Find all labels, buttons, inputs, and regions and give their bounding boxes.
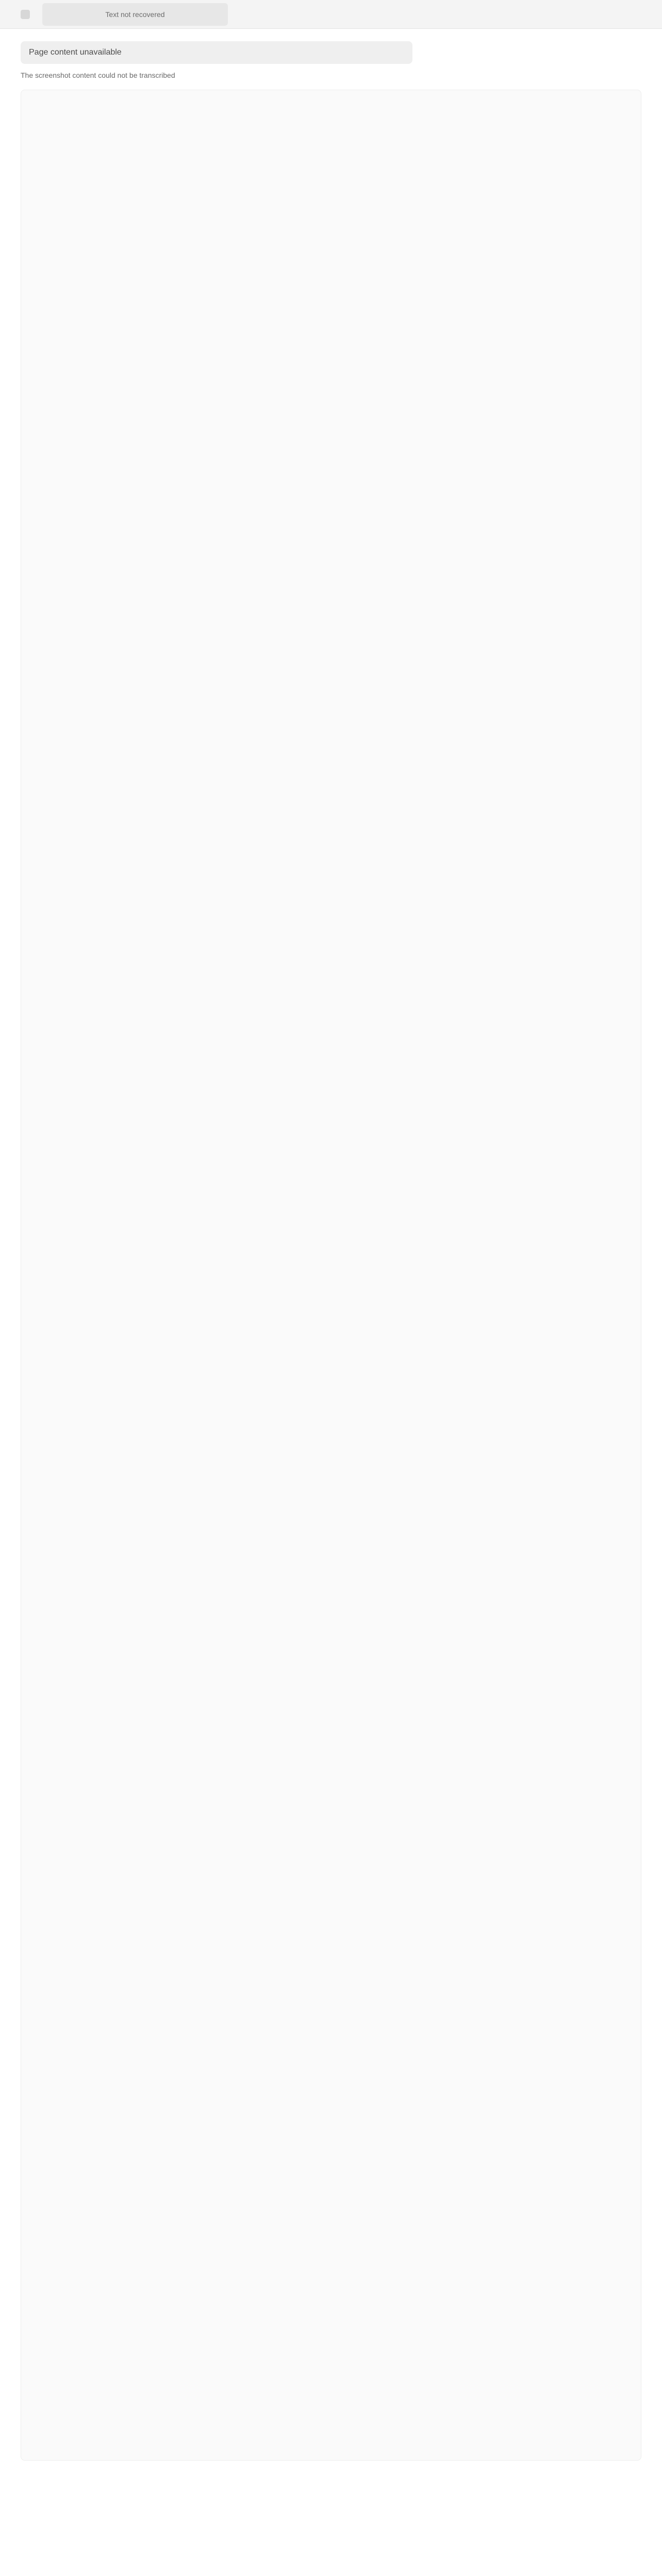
page-note: The screenshot content could not be transcribed: [21, 71, 175, 79]
top-bar: [0, 0, 662, 29]
menu-icon: [21, 10, 30, 19]
content-area: [21, 90, 641, 2461]
placeholder-box: Text not recovered: [42, 3, 228, 26]
page-title: Page content unavailable: [21, 41, 412, 64]
page-content: [0, 29, 662, 2473]
